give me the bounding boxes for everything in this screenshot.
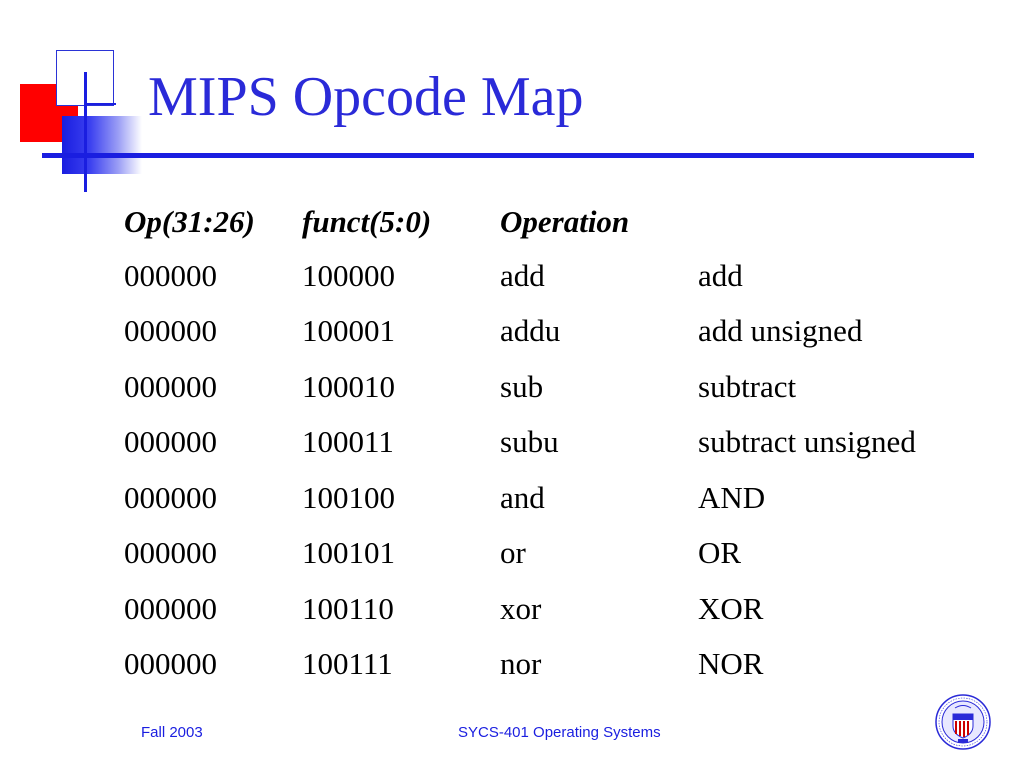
cell-op: 000000 bbox=[124, 313, 217, 349]
cell-description: NOR bbox=[698, 646, 764, 682]
cell-mnemonic: or bbox=[500, 535, 526, 571]
table-row bbox=[124, 637, 958, 693]
cell-mnemonic: nor bbox=[500, 646, 542, 682]
footer-course: SYCS-401 Operating Systems bbox=[458, 724, 661, 741]
decor-blue-gradient-square bbox=[62, 116, 142, 174]
cell-description: XOR bbox=[698, 590, 764, 626]
university-seal-icon bbox=[935, 694, 991, 750]
cell-op: 000000 bbox=[124, 479, 217, 515]
cell-description: AND bbox=[698, 479, 766, 515]
table-row bbox=[124, 415, 958, 471]
opcode-table bbox=[124, 196, 958, 692]
cell-funct: 100011 bbox=[302, 424, 394, 460]
table-header-row bbox=[124, 196, 958, 248]
cell-description: add bbox=[698, 257, 743, 293]
header-op: Op(31:26) bbox=[124, 204, 255, 239]
cell-mnemonic: addu bbox=[500, 313, 561, 349]
cell-funct: 100101 bbox=[302, 535, 395, 571]
cell-op: 000000 bbox=[124, 646, 217, 682]
cell-description: OR bbox=[698, 535, 742, 571]
slide-title: MIPS Opcode Map bbox=[148, 66, 584, 128]
footer-date: Fall 2003 bbox=[141, 724, 203, 741]
header-operation: Operation bbox=[500, 204, 630, 239]
cell-mnemonic: sub bbox=[500, 368, 544, 404]
decor-vertical-line bbox=[84, 72, 87, 192]
cell-funct: 100100 bbox=[302, 479, 395, 515]
table-row bbox=[124, 248, 958, 304]
cell-funct: 100110 bbox=[302, 590, 394, 626]
cell-op: 000000 bbox=[124, 535, 217, 571]
table-row bbox=[124, 526, 958, 582]
table-row bbox=[124, 304, 958, 360]
cell-mnemonic: add bbox=[500, 257, 545, 293]
cell-funct: 100001 bbox=[302, 313, 395, 349]
cell-op: 000000 bbox=[124, 257, 217, 293]
cell-op: 000000 bbox=[124, 368, 217, 404]
cell-mnemonic: xor bbox=[500, 590, 542, 626]
cell-funct: 100111 bbox=[302, 646, 393, 682]
cell-mnemonic: and bbox=[500, 479, 545, 515]
table-row bbox=[124, 470, 958, 526]
cell-op: 000000 bbox=[124, 590, 217, 626]
cell-op: 000000 bbox=[124, 424, 217, 460]
cell-description: subtract bbox=[698, 368, 797, 404]
cell-description: add unsigned bbox=[698, 313, 863, 349]
cell-mnemonic: subu bbox=[500, 424, 559, 460]
decor-short-line bbox=[86, 103, 116, 105]
cell-description: subtract unsigned bbox=[698, 424, 916, 460]
cell-funct: 100000 bbox=[302, 257, 395, 293]
cell-funct: 100010 bbox=[302, 368, 395, 404]
title-underline bbox=[42, 153, 974, 158]
table-row bbox=[124, 581, 958, 637]
header-description bbox=[698, 196, 958, 248]
header-funct: funct(5:0) bbox=[302, 204, 432, 239]
table-row bbox=[124, 359, 958, 415]
